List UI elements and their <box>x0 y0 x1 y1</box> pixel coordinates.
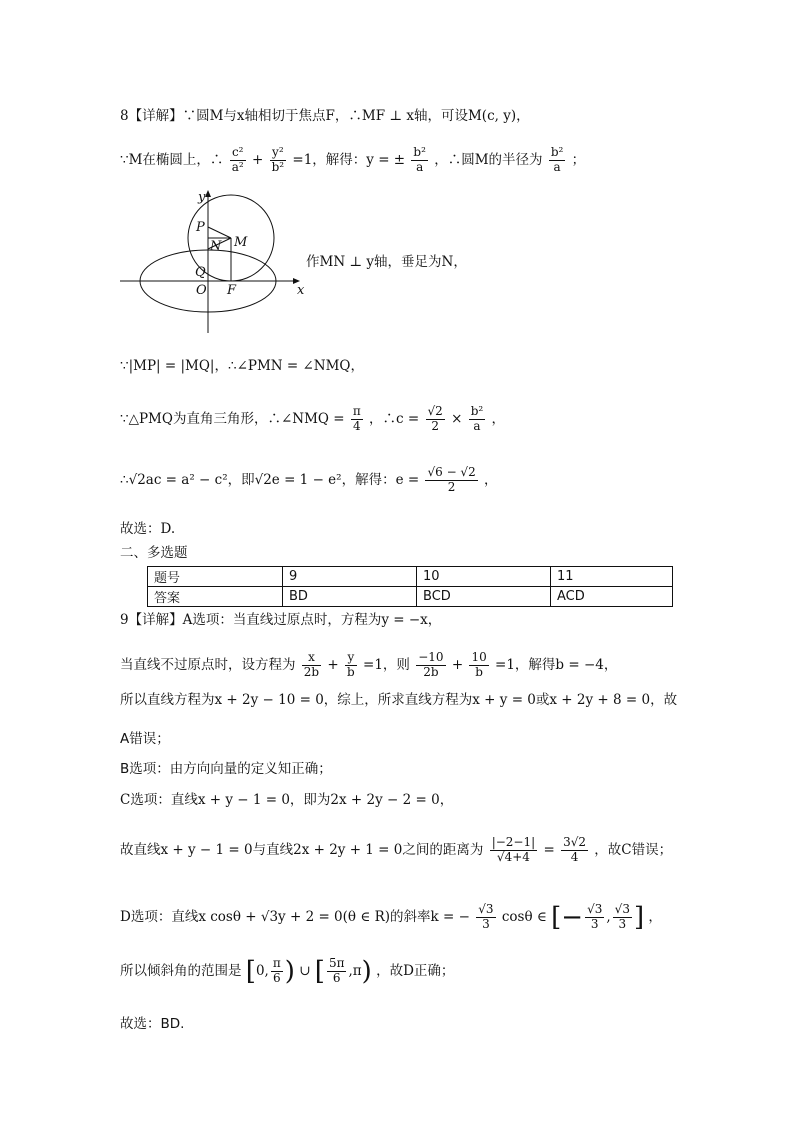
p9-line2: 当直线不过原点时，设方程为 $\frac{x}{2b}$ + $\frac{y}{b}$ =1，则 $\frac{-10}{2b}$ + $\frac{10}{b}$ =1，解得b = −4， <box>120 650 618 679</box>
fraction-b2-a-c: $\frac{\text{b²}}{a}$ <box>470 404 484 433</box>
fraction-distance: $\frac{|-2-1|}{√4+4}$ <box>491 835 536 864</box>
table-cell: 10 <box>417 567 551 587</box>
fraction-sqrt3-3: $\frac{√3}{3}$ <box>478 902 494 931</box>
p9-line1: 9【详解】A选项：当直线过原点时，方程为y = −x， <box>120 612 442 628</box>
table-header-label: 题号 <box>148 567 283 587</box>
label-m: M <box>234 235 248 250</box>
table-row <box>148 587 673 607</box>
label-o: O <box>196 283 207 298</box>
p9-line9: 所以倾斜角的范围是 [0, $\frac{\pi}{6}$ ) ∪ [ $\frac{5\pi}{6}$ ,π) ，故D正确； <box>120 956 455 987</box>
answer-table <box>147 566 673 607</box>
p9-line7: 故直线x + y − 1 = 0与直线2x + 2y + 1 = 0之间的距离为 $\frac{|-2-1|}{√4+4}$ = $\frac{3√2}{4}$ ，故C错误； <box>120 835 673 864</box>
p8-line5: ∴√2ac = a² − c²，即√2e = 1 − e²，解得：e = $\frac{√6 - √2}{2}$ ， <box>120 465 498 494</box>
p9-line5: B选项：由方向向量的定义知正确； <box>120 761 332 777</box>
fraction-sqrt3-3-left: $\frac{√3}{3}$ <box>587 902 603 931</box>
p8-line2c: ，∴圆M的半径为 <box>434 151 543 168</box>
fraction-c2-a2: $\frac{\text{c²}}{\text{a²}}$ <box>231 145 244 174</box>
table-cell: ACD <box>551 587 673 607</box>
fraction-sqrt2-2: $\frac{√2}{2}$ <box>427 404 443 433</box>
ellipse-circle-figure <box>118 188 318 338</box>
p8-conclusion: 故选：D. <box>120 521 176 537</box>
p8-line2b: =1，解得：y = ± <box>292 151 406 168</box>
fraction-b2-a: $\frac{\text{b²}}{a}$ <box>413 145 426 174</box>
p8-line1: 8【详解】∵圆M与x轴相切于焦点F，∴MF ⊥ x轴，可设M(c, y)， <box>120 108 530 124</box>
segment-mp <box>208 227 231 238</box>
p9-line3: 所以直线方程为x + 2y − 10 = 0，综上，所求直线方程为x + y = 0或x + 2y + 8 = 0，故 <box>120 692 678 708</box>
table-cell: BD <box>283 587 417 607</box>
fraction-pi-4: $\frac{\pi}{4}$ <box>352 404 361 433</box>
fraction-x-2b: $\frac{x}{2b}$ <box>303 650 320 679</box>
fraction-e-result: $\frac{√6 - √2}{2}$ <box>427 465 476 494</box>
p8-line4: ∵△PMQ为直角三角形，∴∠NMQ = $\frac{\pi}{4}$ ，∴c = $\frac{√2}{2}$ × $\frac{\text{b²}}{a}$ ， <box>120 404 505 433</box>
figure-note: 作MN ⊥ y轴，垂足为N， <box>306 254 467 270</box>
y-axis-arrow <box>205 190 211 197</box>
fraction-y2-b2: $\frac{\text{y²}}{\text{b²}}$ <box>271 145 285 174</box>
table-cell: BCD <box>417 587 551 607</box>
label-n: N <box>210 239 222 254</box>
p9-conclusion: 故选：BD. <box>120 1016 185 1032</box>
section-title: 二、多选题 <box>120 545 188 561</box>
label-q: Q <box>195 265 206 280</box>
p9-line4: A错误； <box>120 731 170 747</box>
fraction-b2-a-radius: $\frac{\text{b²}}{a}$ <box>550 145 564 174</box>
p8-line3: ∵|MP| = |MQ|，∴∠PMN = ∠NMQ， <box>120 358 365 374</box>
fraction-sqrt3-3-right: $\frac{√3}{3}$ <box>614 902 630 931</box>
fraction-pi-6: $\frac{\pi}{6}$ <box>272 956 281 985</box>
p8-line2a: ∵M在椭圆上，∴ <box>120 151 224 168</box>
label-f: F <box>227 283 237 298</box>
table-row <box>148 567 673 587</box>
p8-line2: ∵M在椭圆上，∴ $\frac{\text{c²}}{\text{a²}}$ + $\frac{\text{y²}}{\text{b²}}$ =1，解得：y = ± $\frac{\text{b²}}{a}$ ，∴圆M的半径为 $\frac{\text{b²}}{a}$ ； <box>120 145 586 174</box>
label-x: x <box>297 283 305 298</box>
table-cell: 11 <box>551 567 673 587</box>
p9-line8: D选项：直线x cosθ + √3y + 2 = 0(θ ∈ R)的斜率k = − $\frac{√3}{3}$ cosθ ∈ [− $\frac{√3}{3}$ , $\frac{√3}{3}$ ] ， <box>120 902 662 933</box>
label-p: P <box>196 220 205 235</box>
table-answer-label: 答案 <box>148 587 283 607</box>
fraction-m10-2b: $\frac{-10}{2b}$ <box>418 650 444 679</box>
fraction-10-b: $\frac{10}{b}$ <box>471 650 487 679</box>
fraction-y-b: $\frac{y}{b}$ <box>347 650 355 679</box>
table-cell: 9 <box>283 567 417 587</box>
label-y: y <box>198 190 206 205</box>
fraction-distance-result: $\frac{3√2}{4}$ <box>563 835 586 864</box>
fraction-5pi-6: $\frac{5\pi}{6}$ <box>328 956 345 985</box>
p9-line6: C选项：直线x + y − 1 = 0，即为2x + 2y − 2 = 0， <box>120 792 454 808</box>
